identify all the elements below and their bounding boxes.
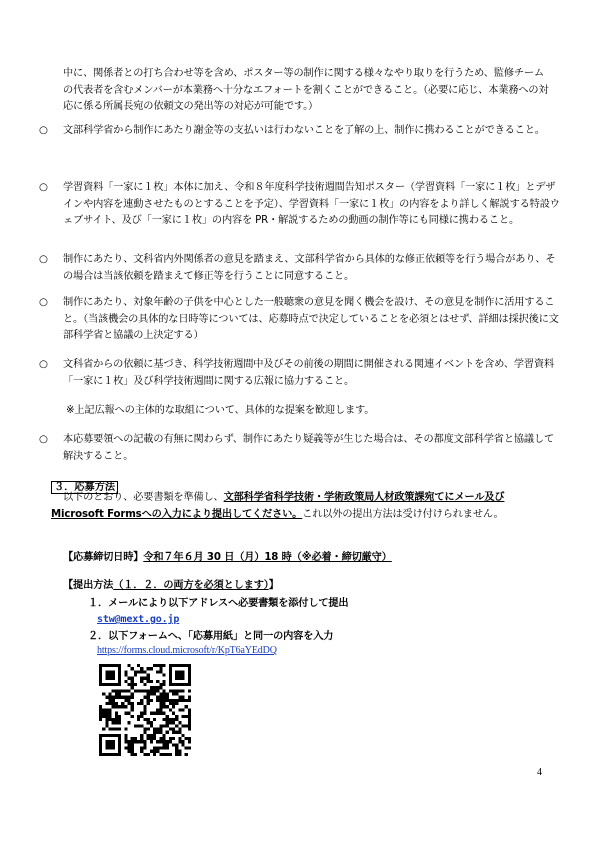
form-url[interactable]: https://forms.cloud.microsoft/r/KpT6aYEdDQ (97, 645, 277, 656)
qr-code (99, 664, 191, 756)
bullet-1: ○ 文部科学省から制作にあたり謝金等の支払いは行わないことを了解の上、制作に携わることができること。 (51, 123, 563, 140)
bullet-5: ○ 文科省からの依頼に基づき、科学技術週間中及びその前後の期間に開催される関連イベントを含め、学習資料「一家に１枚」及び科学技術週間に関する広報に協力すること。 (39, 359, 555, 387)
bullet-6: ○ 本応募要領への記載の有無に関わらず、制作にあたり疑義等が生じた場合は、その都度文部科学省と協議して解決すること。 (39, 434, 555, 462)
step-1: １．メールにより以下アドレスへ必要書類を添付して提出 (88, 598, 349, 609)
section-3-heading: ３．応募方法 (51, 478, 118, 493)
step-2: ２．以下フォームへ、「応募用紙」と同一の内容を入力 (88, 631, 334, 642)
proposal-note: ※上記広報への主体的な取組について、具体的な提案を歓迎します。 (66, 405, 375, 416)
email-address[interactable]: stw@mext.go.jp (97, 614, 180, 625)
bullet-3: ○ 制作にあたり、文科省内外関係者の意見を踏まえ、文部科学省から具体的な修正依頼等を行う場合があり、その場合は当該依頼を踏まえて修正等を行うことに同意すること。 (39, 254, 556, 282)
bullet-mark: ○ (39, 297, 48, 308)
bullet-mark: ○ (39, 254, 48, 265)
bullet-4: ○ 制作にあたり、対象年齢の子供を中心とした一般聴衆の意見を聞く機会を設け、その意見を制作に活用すること。（当該機会の具体的な日時等については、応募時点で決定していることを必須とはせず、詳細は採択後に文部科学省と協議の上決定する） (39, 297, 559, 341)
method-heading: 【提出方法（１．２．の両方を必須とします）】 (63, 580, 279, 591)
section-3-intro: 以下のとおり、必要書類を準備し、文部科学省科学技術・学術政策局人材政策課宛てにメール及びMicrosoft Formsへの入力により提出してください。これ以外の提出方法は受け付けられません。 (51, 492, 505, 520)
deadline: 【応募締切日時】令和７年６月 30 日（月）18 時（※必着・締切厳守） (63, 552, 392, 563)
bullet-mark: ○ (39, 125, 48, 136)
continuation-paragraph: 中に、関係者との打ち合わせ等を含め、ポスター等の制作に関する様々なやり取りを行うため、監修チームの代表者を含むメンバーが本業務へ十分なエフォートを割くことができること。（必要に応じ、本業務への対応に係る所属長宛の依頼文の発出等の対応が可能です。） (63, 68, 549, 112)
bullet-mark: ○ (39, 359, 48, 370)
bullet-mark: ○ (39, 182, 48, 193)
page-number: 4 (537, 767, 542, 778)
bullet-2: ○ 学習資料「一家に１枚」本体に加え、令和８年度科学技術週間告知ポスター（学習資料「一家に１枚」とデザインや内容を連動させたものとすることを予定）、学習資料「一家に１枚」の内容をより詳しく解説する特設ウェブサイト、及び「一家に１枚」の内容を PR・解説するための動画の制作等にも同様に携わること。 (39, 182, 560, 226)
bullet-mark: ○ (39, 434, 48, 445)
